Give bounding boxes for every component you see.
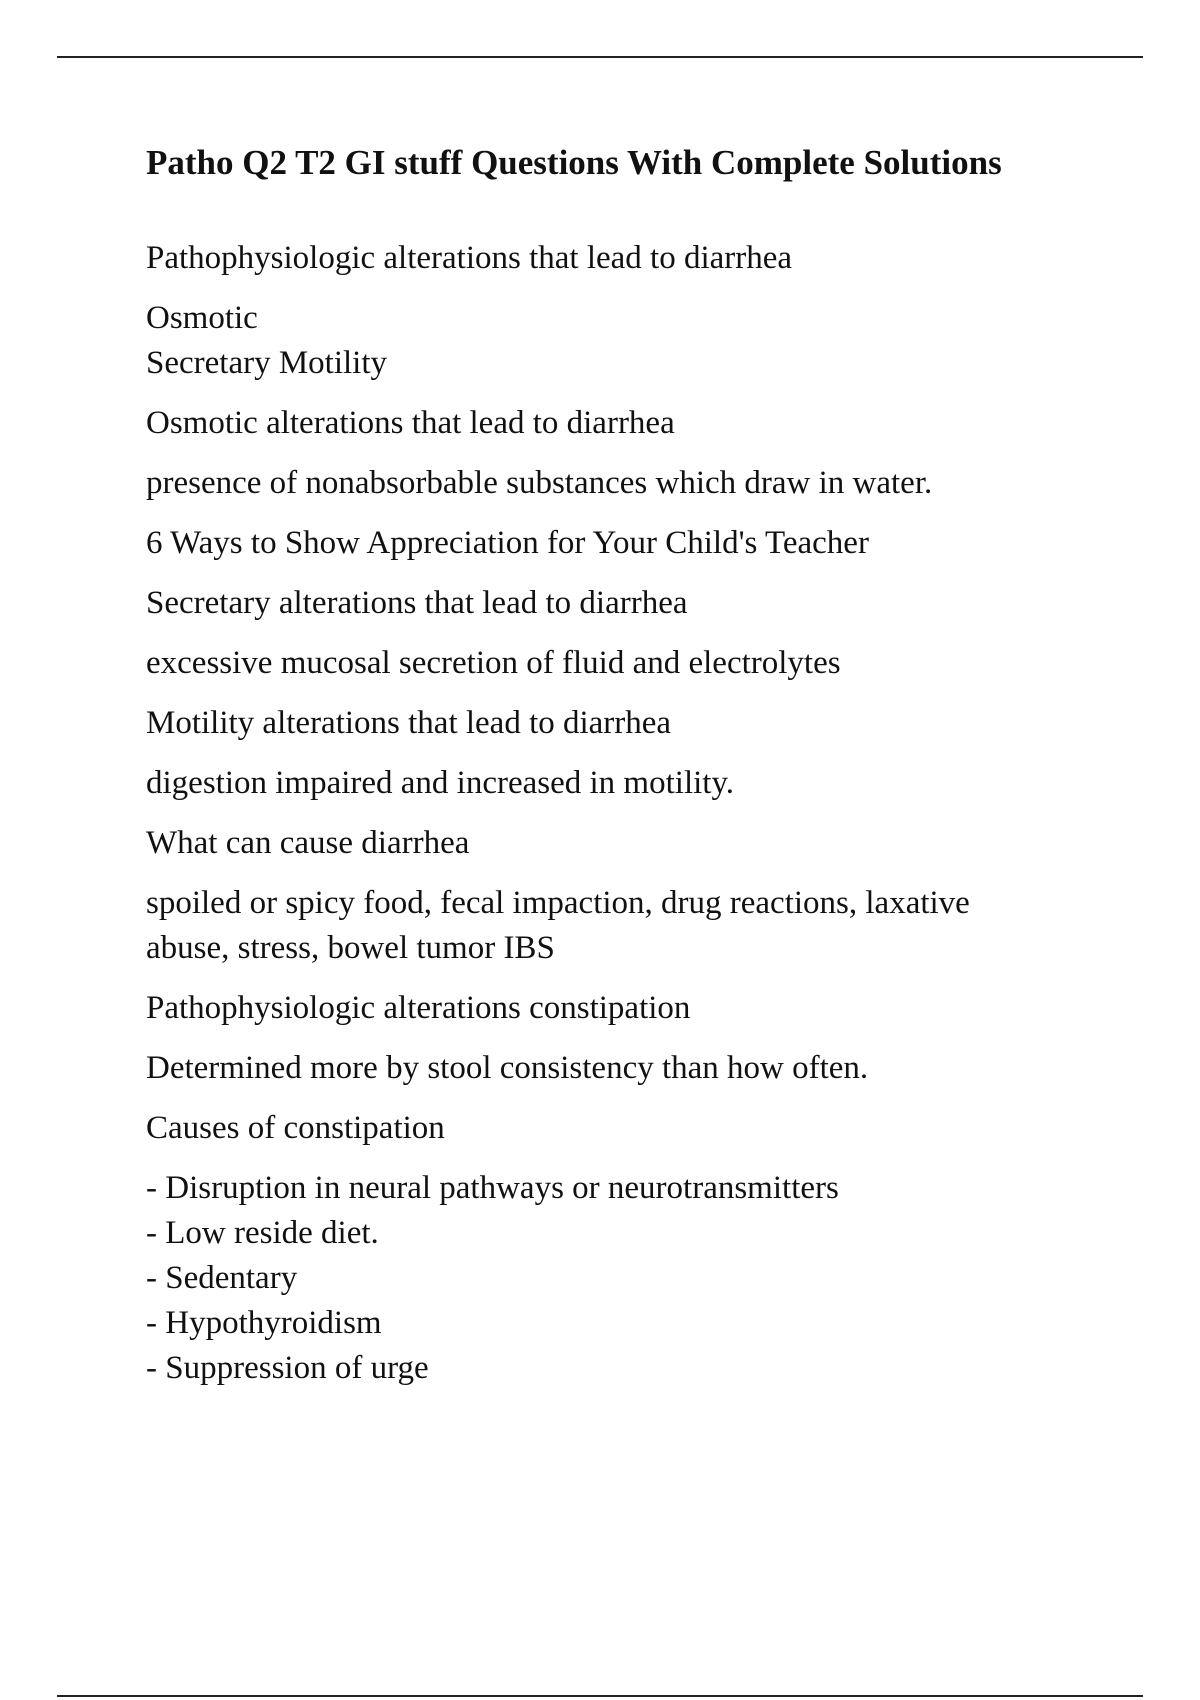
answer-secretary [146,641,1106,686]
text-line: Osmotic alterations that lead to diarrhea [146,405,675,441]
text-line: What can cause diarrhea [146,825,470,861]
answer-diarrhea-types [146,296,1106,386]
text-line: Pathophysiologic alterations constipation [146,990,691,1026]
top-rule [57,56,1143,58]
question-osmotic [146,401,1106,446]
text-line: Motility alterations that lead to diarrhea [146,705,672,741]
list-item: - Sedentary [146,1260,298,1296]
answer-motility [146,761,1106,806]
list-item: - Disruption in neural pathways or neurotransmitters [146,1170,839,1206]
document-body [146,140,1106,1406]
text-line: presence of nonabsorbable substances which draw in water. [146,465,933,501]
inserted-heading [146,521,1106,566]
question-secretary [146,581,1106,626]
text-line: spoiled or spicy food, fecal impaction, drug reactions, laxative [146,885,970,921]
text-line: abuse, stress, bowel tumor IBS [146,930,555,966]
answer-constipation [146,1046,1106,1091]
question-motility [146,701,1106,746]
text-line: Secretary Motility [146,345,388,381]
text-line: Secretary alterations that lead to diarrhea [146,585,688,621]
question-pathophysiologic-diarrhea [146,236,1106,281]
text-line: Determined more by stool consistency than how often. [146,1050,869,1086]
text-line: excessive mucosal secretion of fluid and electrolytes [146,645,841,681]
question-causes-diarrhea [146,821,1106,866]
text-line: Causes of constipation [146,1110,445,1146]
bottom-rule [57,1695,1143,1697]
answer-causes-constipation [146,1166,1106,1391]
list-item: - Suppression of urge [146,1350,429,1386]
question-constipation [146,986,1106,1031]
list-item: - Low reside diet. [146,1215,379,1251]
text-line: 6 Ways to Show Appreciation for Your Child's Teacher [146,525,869,561]
text-line: digestion impaired and increased in motility. [146,765,735,801]
text-line: Pathophysiologic alterations that lead to diarrhea [146,240,793,276]
answer-causes-diarrhea [146,881,1106,971]
list-item: - Hypothyroidism [146,1305,382,1341]
text-line: Osmotic [146,300,258,336]
document-title: Patho Q2 T2 GI stuff Questions With Complete Solutions [146,143,1002,182]
question-causes-constipation [146,1106,1106,1151]
answer-osmotic [146,461,1106,506]
